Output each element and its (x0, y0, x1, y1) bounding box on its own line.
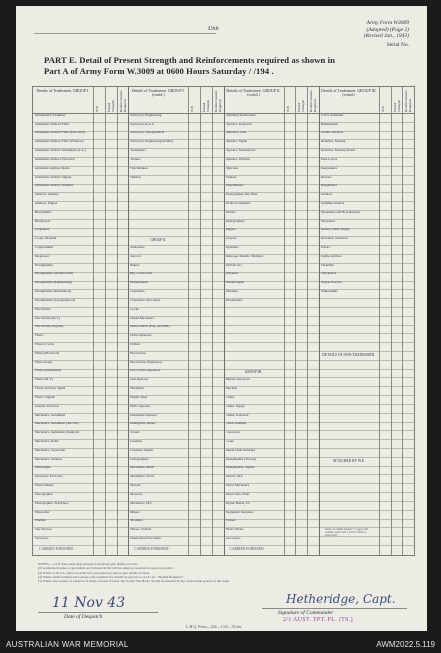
trade-cell: Machinists, Metal (130, 466, 155, 470)
trade-cell: Draughtsmen (35, 263, 53, 267)
trade-cell: Concretors (225, 431, 240, 435)
trade-cell: Watchmakers (130, 166, 149, 170)
trade-cell: Wall Rovers (225, 263, 242, 267)
trade-cell: Textile Artificer (320, 254, 342, 258)
trade-cell: Toolmakers (130, 149, 146, 153)
notes-block (38, 562, 408, 583)
trade-cell: Artificer, Artillery (35, 193, 60, 197)
trade-cell: Tailors (320, 246, 330, 250)
trade-cell: Saw Doctors (35, 528, 52, 532)
trade-cell: Ammunition Examiner (35, 113, 66, 117)
trade-cell: Signallers (225, 246, 239, 250)
trade-cell: Observation Post Assts. (130, 536, 162, 540)
trade-cell: Linemen (130, 440, 142, 443)
trade-cell: Drillers (130, 343, 141, 347)
trade-cell: Orderlies, Nursing (320, 140, 346, 144)
trade-cell: Electricians (130, 351, 146, 355)
trade-cell: Armament Artificer Wireless (35, 184, 74, 188)
trade-cell: Machinists, Wood (130, 475, 155, 479)
trade-cell: Armament Artificer Fitter (35, 122, 70, 126)
trade-cell: Cooks (225, 440, 234, 443)
trade-cell: Cooks, Hospital (35, 237, 57, 241)
trade-cell: Diepresser (35, 254, 50, 258)
trade-cell: Armament Artificer Fitter (Electrical) (35, 131, 85, 135)
numeric-column-header: Reinforcements Required. (404, 90, 413, 112)
trade-cell: Fitters (Cycle) (35, 343, 55, 347)
trade-cell: Roughriders (320, 184, 338, 188)
trade-cell: Draughtsmen (Mechanical) (35, 290, 72, 294)
trade-cell: Cooks (130, 307, 139, 311)
trade-cell: Masons (130, 484, 141, 488)
trade-cell: Btn. Cook's Asst. (130, 272, 154, 276)
tradesmen-column-header: Details of Tradesmen. GROUP II. (contd.) (226, 88, 281, 98)
trade-cell: Driver Mechanics (225, 484, 250, 488)
trade-cell: Riggers (225, 228, 236, 232)
trade-cell: Clerks, Supply (225, 404, 246, 408)
column-divider (212, 87, 213, 555)
group-subheading: ATTACHED BY W.E. (332, 458, 365, 463)
trade-cell: Motorers (130, 492, 143, 496)
trade-cell: Electricians (M.T.) (35, 316, 60, 320)
group-subheading: GROUP III. (244, 370, 263, 375)
group-divider (128, 87, 129, 555)
numeric-column-header: Posted Strength. (106, 99, 115, 112)
trade-cell: Lithographers (130, 457, 149, 461)
part-e-title (44, 55, 414, 77)
trade-cell: Sadddlers makers (320, 201, 345, 205)
trade-cell: Stevedores (320, 219, 336, 223)
trade-cell: Fitters (Gun) (35, 360, 53, 364)
trade-cell: Boilermakers (130, 281, 149, 285)
group-divider (319, 87, 320, 555)
trade-cell: Fitters, Railway Signal (35, 387, 66, 391)
trade-cell: Aurocrs (130, 254, 141, 258)
despatch-date-handwritten: 11 Nov 43 (52, 595, 126, 611)
group-subheading: DETAILS OF NON-TRADESMEN. (322, 352, 376, 357)
trade-cell: Platewriter (35, 510, 50, 514)
trade-cell: Wheelers (225, 272, 238, 276)
trade-cell: Wheelwrights (225, 281, 244, 285)
trade-cell: Storemen, Technical (320, 237, 348, 241)
form-number: Army Form W3009 (366, 20, 409, 26)
column-divider (307, 87, 308, 555)
note-line: (3) Where A.W.A.S. and/or A.A.M.W.S. personnel are shown give details on back. (38, 570, 151, 575)
trade-cell: Mechanics, Instrument (35, 413, 66, 417)
trade-cell: Operators, Excavator (35, 475, 64, 479)
trade-cell: Mechanics, M.T. (130, 501, 153, 505)
trade-cell: Painters (225, 175, 237, 179)
trade-cell: Dental Mechanics (130, 316, 155, 320)
trade-cell: Instrument Operator (130, 413, 158, 417)
trade-cell: Draughtsmen (Tracers) (225, 457, 257, 461)
trade-cell: Telescope Identifs. Numbers (225, 254, 264, 258)
trade-cell: Surveyors, R.A.A. (130, 122, 155, 126)
trade-cell: Grinder, Precision (35, 404, 60, 408)
trade-cell: Engine Hands, I.C. (225, 501, 251, 505)
trade-cell: Bricklayers (35, 219, 51, 223)
archive-caption: AUSTRALIAN WAR MEMORIAL (6, 640, 129, 649)
trade-cell: Millwrights (35, 466, 51, 470)
numeric-column-header: Reinforcements Required. (213, 90, 222, 112)
trade-cell: Radiographers (225, 219, 245, 223)
column-divider (200, 87, 201, 555)
tradesmen-column-header: Details of Tradesmen. GROUP I. (contd.) (131, 88, 185, 98)
trade-cell: Electricians (Signals) (35, 325, 64, 329)
trade-cell: Photographer, Dry Plate (225, 193, 258, 197)
trade-cell: Nurses, Trained (130, 528, 152, 532)
form-adapted: (Adapted) (Page 2) (366, 26, 409, 33)
trade-cell: Whitesmiths (320, 290, 338, 294)
serial-number-label: Serial No. (386, 41, 409, 48)
numeric-column-header: Reinforcements Required. (309, 90, 317, 112)
trade-cell: Armament Artificer Signals (35, 175, 72, 179)
trade-cell: Gun Operator (130, 378, 149, 382)
carried-forward-label: CARRIED FORWARD (229, 547, 264, 551)
trade-cell: Turners (130, 157, 141, 161)
trade-cell: Driver-Mech. (Eng. and Mtd.) (130, 325, 171, 329)
trade-cell: Rangetakers (320, 166, 338, 170)
trade-cell: Armament Artificer Instrument (A.A.) (35, 149, 86, 153)
trade-cell: G.P.O. Assistants (320, 113, 344, 117)
trade-cell: Driver Tpts. Plant (225, 492, 250, 496)
trade-cell: Sawyers (225, 237, 237, 241)
trade-cell: Mechanics, Radio (35, 440, 59, 443)
column-divider (93, 87, 94, 555)
column-divider (391, 87, 392, 555)
numeric-column-header: Posted Strength. (297, 99, 306, 112)
trade-cell: Mechanics, Instrument (Surgical) (35, 431, 80, 435)
trade-cell: Surveyors, Topographical (130, 131, 165, 135)
printer-imprint: L.H.Q. Press—202—1/43—512m. (186, 624, 242, 629)
trade-cell: Dental Chek Orderlies (225, 448, 256, 452)
trade-cell: Operator, Signal (225, 140, 248, 144)
column-divider (284, 87, 285, 555)
trade-cell: Pattern Maker (35, 484, 54, 488)
carried-forward-label: CARRIED FORWARD (39, 547, 74, 551)
trade-cell: Armament Artificer Fitter (Wireless) (35, 140, 84, 144)
trade-cell: Hammermen (320, 122, 338, 126)
trade-cell: Photographer (35, 492, 53, 496)
trade-cell: Blacksmiths (35, 210, 52, 214)
trade-cell: Mechanics, Wireless (35, 457, 63, 461)
title-line-2: Part A of Army Form W.3009 at 0600 Hours Saturday / /194 . (44, 66, 274, 76)
unit-line (34, 24, 216, 34)
trade-cell: Electricians (35, 307, 51, 311)
trade-cell: Mechanics, Instrument (Aircraft) (35, 422, 79, 426)
tradesmen-column-header: Details of Tradesmen. GROUP III. (contd.) (320, 88, 377, 98)
trade-cell: Tinsmiths (320, 263, 334, 267)
trade-cell: Draughtsmen (Topographical) (35, 298, 75, 302)
trade-cell: Photographer, W.O.Photo (35, 501, 69, 505)
trade-cell: Clerks, Technical (225, 413, 249, 417)
trade-cell: Fitters (Instrument) (35, 369, 61, 373)
trade-cell: Fitters' Mates (225, 528, 244, 532)
form-revised: (Revised Jan., 1943) (363, 33, 409, 39)
column-divider (379, 87, 380, 555)
form-paper (16, 6, 427, 631)
carried-forward-label: CARRIED FORWARD (134, 547, 169, 551)
tradesmen-column-header: Details of Tradesmen. GROUP I. (36, 88, 90, 93)
trade-cell: Carpenters and Joiners (130, 298, 161, 302)
trade-cell: Fitters, Signals (35, 395, 55, 399)
trade-cell: Operators, Line (225, 131, 247, 135)
trade-cell: Gas Layers (225, 536, 241, 540)
trade-cell: Printers (225, 210, 236, 214)
note-line: (5) Where any request of whatever is made on back of form, the words "See Back" should be inserted in any of the blank spaces on this page. (38, 579, 230, 584)
trade-cell: Moulders (130, 519, 143, 523)
trade-cell: Driver-Operator (130, 334, 152, 338)
unit-stamp: 2/1 AUST. TPT. PL. (TS.) (283, 617, 353, 623)
trade-cell: Stokers, Diely Engine (320, 228, 350, 232)
note-line: NOTES.—(1) If none other than persons is involved give details on back. (38, 562, 138, 566)
note-line: (4) Where reinforcement and journey only acquitted for details by persons or A.I.F. etc. "Details Required." (38, 574, 184, 579)
trade-cell: Surveyors, Engineering (130, 113, 162, 117)
trade-cell: Mechanics, Typewriter (35, 448, 66, 452)
trade-cell: Draughtsmen (Engineering) (35, 281, 72, 285)
trade-cell: Hollo Operator (130, 404, 151, 408)
trade-cell: Fitters (35, 334, 44, 338)
trade-cell: Plumber (35, 519, 47, 523)
trade-cell: Armament Artificer Radio (35, 166, 70, 170)
trade-cell: Wagon Erectors (320, 281, 342, 285)
archive-reference: AWM2022.5.119 (376, 640, 435, 649)
trade-cell: Surveyors (35, 536, 49, 540)
summary-note: Totals of columns marked * to agree with columns 4 and 5 and 7 and 10 of Part A, respectively. (324, 528, 368, 538)
trade-cell: Surveyors, Engineering/Artillery (130, 140, 174, 144)
trade-cell: Saddlers (320, 193, 333, 197)
despatch-signature-line (38, 612, 158, 613)
strength-table (32, 86, 415, 556)
trade-cell: Barbers Surveyors (225, 378, 250, 382)
trade-cell: Carpenters (35, 228, 50, 232)
numeric-column-header: Reinforcements Required. (118, 90, 127, 112)
numeric-column-header: Posted Strength. (202, 99, 210, 112)
trade-cell: Electricians (Engineers) (130, 360, 163, 364)
trade-cell: Leather Stitchers (320, 131, 344, 135)
column-divider (105, 87, 106, 555)
note-line: (2) Authorised trades or specialists not included in list will be added as required in spaces provided. (38, 566, 174, 571)
trade-cell: Bakers (130, 263, 140, 267)
numeric-column-header: W.E. (285, 105, 290, 112)
trade-cell: Farriers (225, 519, 236, 523)
trade-cell: Coppersmiths (35, 246, 54, 250)
trade-cell: Carpenters (130, 290, 145, 294)
trade-cell: Hatchmen (130, 387, 144, 391)
trade-cell: Riveters (320, 175, 332, 179)
trade-cell: Intelligence Duties (130, 422, 156, 426)
trade-cell: Draughtsmen (Architectural) (35, 272, 74, 276)
group-subheading: GROUP II. (150, 238, 167, 243)
numeric-column-header: W.E. (190, 105, 195, 112)
column-divider (117, 87, 118, 555)
trade-cell: Welders (130, 175, 141, 179)
trade-cell: Fitters (M.T.) (35, 378, 53, 382)
trade-cell: Miners (130, 510, 140, 514)
trade-cell: Joiners (130, 431, 140, 435)
trade-cell: Clerks (225, 395, 235, 399)
column-divider (295, 87, 296, 555)
title-line-1: PART E. Detail of Present Strength and Reinforcements required as shown in (44, 55, 336, 65)
commander-signature-line (262, 608, 407, 609)
trade-cell: Armourers (130, 246, 145, 250)
trade-cell: Plate Layers (320, 157, 338, 161)
trade-cell: Woodturners (225, 298, 243, 302)
unit-label: Unit (208, 26, 219, 32)
despatch-date-label: Date of Despatch (64, 614, 103, 620)
trade-cell: Operator, Wireless (225, 157, 251, 161)
trade-cell: Operator, Switchboard (225, 149, 256, 153)
column-divider (402, 87, 403, 555)
trade-cell: Equipment Repairers (225, 510, 254, 514)
group-divider (224, 87, 225, 555)
trade-cell: Operator, Keyboard (225, 122, 252, 126)
trade-cell: Height Taker (130, 395, 148, 399)
trade-cell: Fitters (Electrical) (35, 351, 60, 355)
trade-cell: Opticians (225, 166, 239, 170)
commander-signature-label: Signature of Commander (278, 610, 334, 616)
trade-cell: Butchers (225, 387, 238, 391)
numeric-column-header: W.E. (95, 105, 99, 112)
trade-cell: Shoemaker and Boot Repairer (320, 210, 361, 214)
trade-cell: Draughtsmen, Signals (225, 466, 255, 470)
trade-cell: Linemen, Signals (130, 448, 154, 452)
trade-cell: Drivers, M.T. (225, 475, 244, 479)
numeric-column-header: W.E. (380, 105, 385, 112)
trade-cell: Operating Room Assts. (225, 113, 257, 117)
trade-cell: Fire Control Operators (130, 369, 161, 373)
trade-cell: Check Telemen (225, 422, 246, 426)
trade-cell: Artificer, Engine (35, 201, 58, 205)
trade-cell: Panel Beaters (225, 184, 244, 188)
trade-cell: Predictor Numbers (225, 201, 251, 205)
trade-cell: Orderlies, Nursing Dental (320, 149, 355, 153)
trade-cell: Wiremen (225, 290, 238, 294)
form-title (364, 20, 409, 48)
trade-cell: Armament Artificer Electrical (35, 157, 75, 161)
numeric-column-header: Posted Strength. (392, 99, 401, 112)
trade-cell: Vulcanisers (320, 272, 337, 276)
column-divider (188, 87, 189, 555)
commander-signature-handwritten: Hetheridge, Capt. (286, 592, 396, 606)
